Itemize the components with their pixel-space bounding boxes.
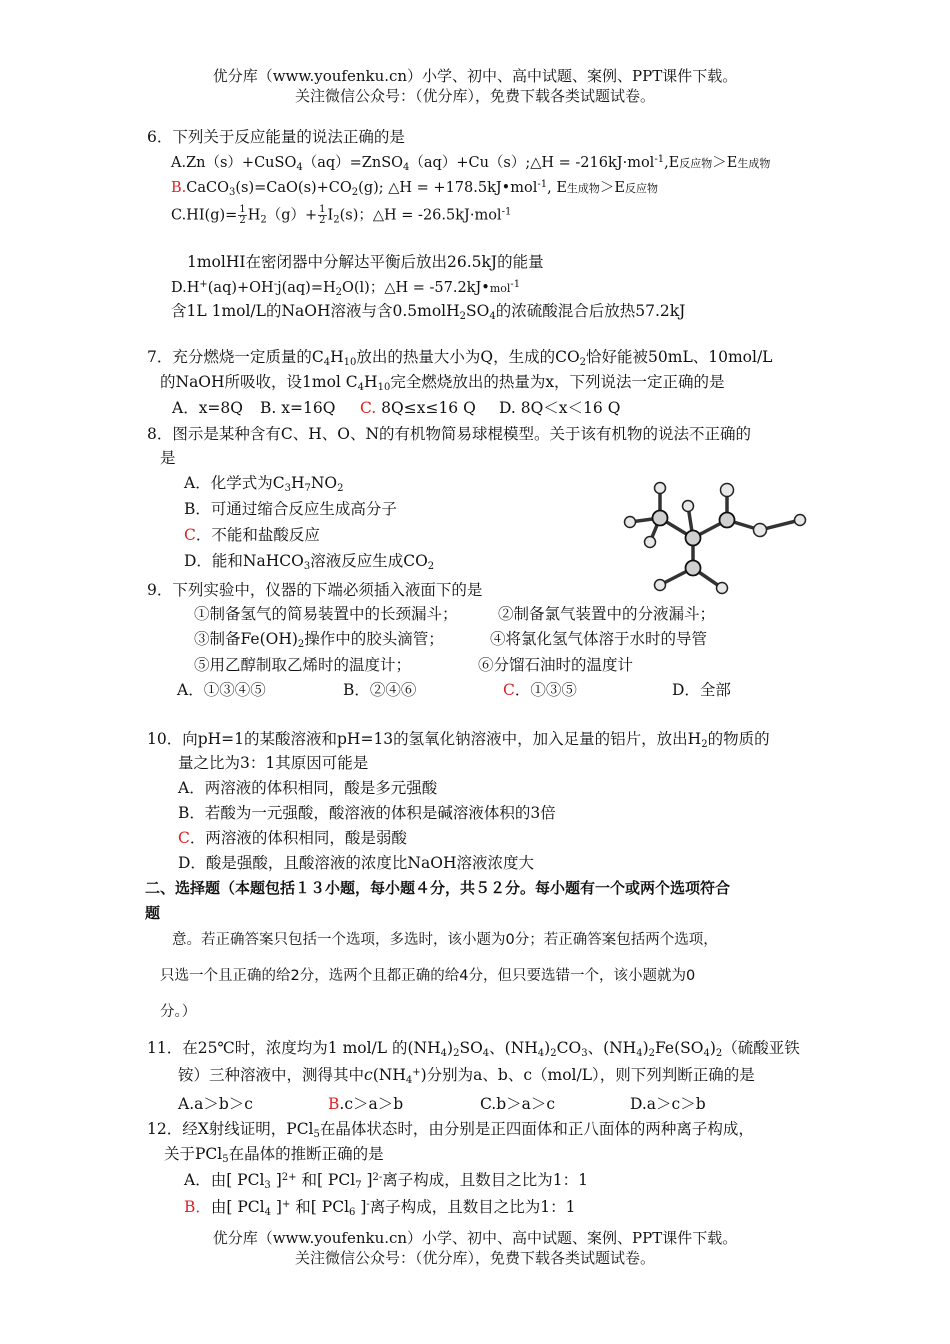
q6-option-d: $D.H^+(aq)+OH^-j(aq)=H_2O(l)$；△H = -57.2kJ•mol$^{-1}$ [171,279,521,298]
q12-stem-line-2: 关于PCl$_5$在晶体的推断正确的是 [164,1145,384,1165]
atom-c [686,531,701,546]
q9-stem: 9．下列实验中，仪器的下端必须插入液面下的是 [147,581,483,599]
q11-option-d: D.a＞c＞b [630,1095,706,1113]
q11-option-c: C.b＞a＞c [480,1095,556,1113]
q12-option-a: A．由[ PCl$_3$ ]$^{2+}$ 和[ PCl$_7$ ]$^{2-}$离子构成，且数目之比为1：1 [184,1171,589,1191]
q10-stem-line-2: 量之比为3：1其原因可能是 [178,754,369,772]
section-2-heading: 二、选择题（本题包括１３小题，每小题４分，共５２分。每小题有一个或两个选项符合 [145,879,731,897]
q9-item-1: ①制备氢气的简易装置中的长颈漏斗； [194,605,458,623]
q7-option-a: A．x=8Q [172,399,243,417]
q10-option-c: C．两溶液的体积相同，酸是弱酸 [178,829,407,847]
section-2-heading-line-2: 题 [145,904,161,922]
q8-option-b: B．可通过缩合反应生成高分子 [184,500,397,518]
q11-stem-line-1: 11．在25℃时，浓度均为1 mol/L 的$(NH_4)_2SO_4$、$(NH_4)_2CO_3$、$(NH_4)_2Fe(SO_4)_2$（硫酸亚铁 [147,1039,800,1059]
atom-h [795,515,806,526]
q7-option-b: B. x=16Q [260,399,336,417]
header-line-1: 优分库（www.youfenku.cn）小学、初中、高中试题、案例、PPT课件下载。 [212,67,738,85]
atom-h [683,501,694,512]
fraction-half: $\frac{1}{2}$ [239,204,246,226]
q9-item-6: ⑥分馏石油时的温度计 [478,656,634,674]
q9-option-d: D．全部 [672,681,731,699]
q11-stem-line-2: 铵）三种溶液中，测得其中$c(NH_4^+)$分别为a、b、c（mol/L），则下列判断正确的是 [178,1066,755,1086]
q6-option-d-line-2: 含1L 1mol/L的NaOH溶液与含$0.5molH_2SO_4$的浓硫酸混合后放热57.2kJ [171,302,686,322]
q6-option-a: A.Zn（s）+CuSO$_4$（aq）=ZnSO$_4$（aq）+Cu（s）;△H = -216kJ·mol$^{-1}$,E反应物＞E生成物 [171,154,771,173]
q6-option-c: C.HI(g)= $\frac{1}{2}$ $H_2(g)+$ $\frac{1}{2}$ $I_2(s)$；△H = -26.5kJ·mol$^{-1}$ [171,204,512,226]
q7-stem-line-1: 7．充分燃烧一定质量的$C_4H_{10}$放出的热量大小为Q，生成的$CO_2$恰好能被50mL、10mol/L [147,348,773,368]
q8-option-d: D．能和NaHCO$_3$溶液反应生成$CO_2$ [184,552,435,572]
atom-c [720,513,735,528]
q9-item-4: ④将氯化氢气体溶于水时的导管 [490,630,708,648]
q9-option-a: A．①③④⑤ [177,681,266,699]
section-2-instructions-line-1: 意。若正确答案只包括一个选项，多选时，该小题为0分；若正确答案包括两个选项， [172,932,718,948]
atom-o [754,524,767,537]
atom-h [655,483,666,494]
q8-option-c: C．不能和盐酸反应 [184,526,320,544]
q9-option-b: B．②④⑥ [343,681,417,699]
atom-h [655,580,666,591]
q10-option-a: A．两溶液的体积相同，酸是多元强酸 [178,779,438,797]
atom-h [717,583,728,594]
q10-option-d: D．酸是强酸，且酸溶液的浓度比NaOH溶液浓度大 [178,854,534,872]
q6-option-b: $B.CaCO_3(s)=CaO(s)+CO_2(g)$; △H = +178.5kJ•mol$^{-1}$, E生成物＞E反应物 [171,179,659,198]
q10-option-b: B．若酸为一元强酸，酸溶液的体积是碱溶液体积的3倍 [178,804,556,822]
q8-stem-line-2: 是 [160,449,176,467]
q12-stem-line-1: 12．经X射线证明，PCl$_5$在晶体状态时，由分别是正四面体和正八面体的两种离子构成， [147,1120,754,1140]
q7-stem-line-2: 的NaOH所吸收，设1mol $C_4H_{10}$完全燃烧放出的热量为x，下列说法一定正确的是 [160,373,725,393]
header-line-2: 关注微信公众号：（优分库），免费下载各类试题试卷。 [294,87,655,105]
atom-h [645,537,656,548]
atom-o [721,484,734,497]
q7-option-c: C. 8Q≤x≤16 Q [360,399,476,417]
section-2-instructions-line-2: 只选一个且正确的给2分，选两个且都正确的给4分，但只要选错一个，该小题就为0 [160,968,696,984]
atom-c [653,511,668,526]
q12-option-b: B．由[ PCl$_4$ ]+ 和[ PCl$_6$ ]-离子构成，且数目之比为1：1 [184,1198,576,1218]
q9-item-5: ⑤用乙醇制取乙烯时的温度计； [194,656,412,674]
fraction-half: $\frac{1}{2}$ [319,204,326,226]
q11-option-a: A.a＞b＞c [178,1095,253,1113]
atom-n [686,561,701,576]
q7-option-d: D. 8Q＜x＜16 Q [499,399,621,417]
section-2-instructions-line-3: 分。） [160,1004,197,1020]
footer-line-1: 优分库（www.youfenku.cn）小学、初中、高中试题、案例、PPT课件下载。 [212,1229,738,1247]
molecule-ball-stick-model [600,470,815,605]
q8-option-a: A．化学式为$C_3H_7NO_2$ [184,474,344,494]
q11-option-b: B.c＞a＞b [328,1095,404,1113]
atom-h [625,517,636,528]
q10-stem-line-1: 10．向pH=1的某酸溶液和pH=13的氢氧化钠溶液中，加入足量的铝片，放出$H_2$的物质的 [147,730,770,750]
q6-option-c-line-2: 1molHI在密闭器中分解达平衡后放出26.5kJ的能量 [187,253,544,271]
q9-item-2: ②制备氯气装置中的分液漏斗； [498,605,716,623]
footer-line-2: 关注微信公众号：（优分库），免费下载各类试题试卷。 [294,1249,655,1267]
q9-option-c: C．①③⑤ [503,681,577,699]
q9-item-3: ③制备$Fe(OH)_2$操作中的胶头滴管； [194,630,444,650]
q8-stem-line-1: 8．图示是某种含有C、H、O、N的有机物简易球棍模型。关于该有机物的说法不正确的 [147,425,752,443]
q6-stem: 6．下列关于反应能量的说法正确的是 [147,128,405,146]
